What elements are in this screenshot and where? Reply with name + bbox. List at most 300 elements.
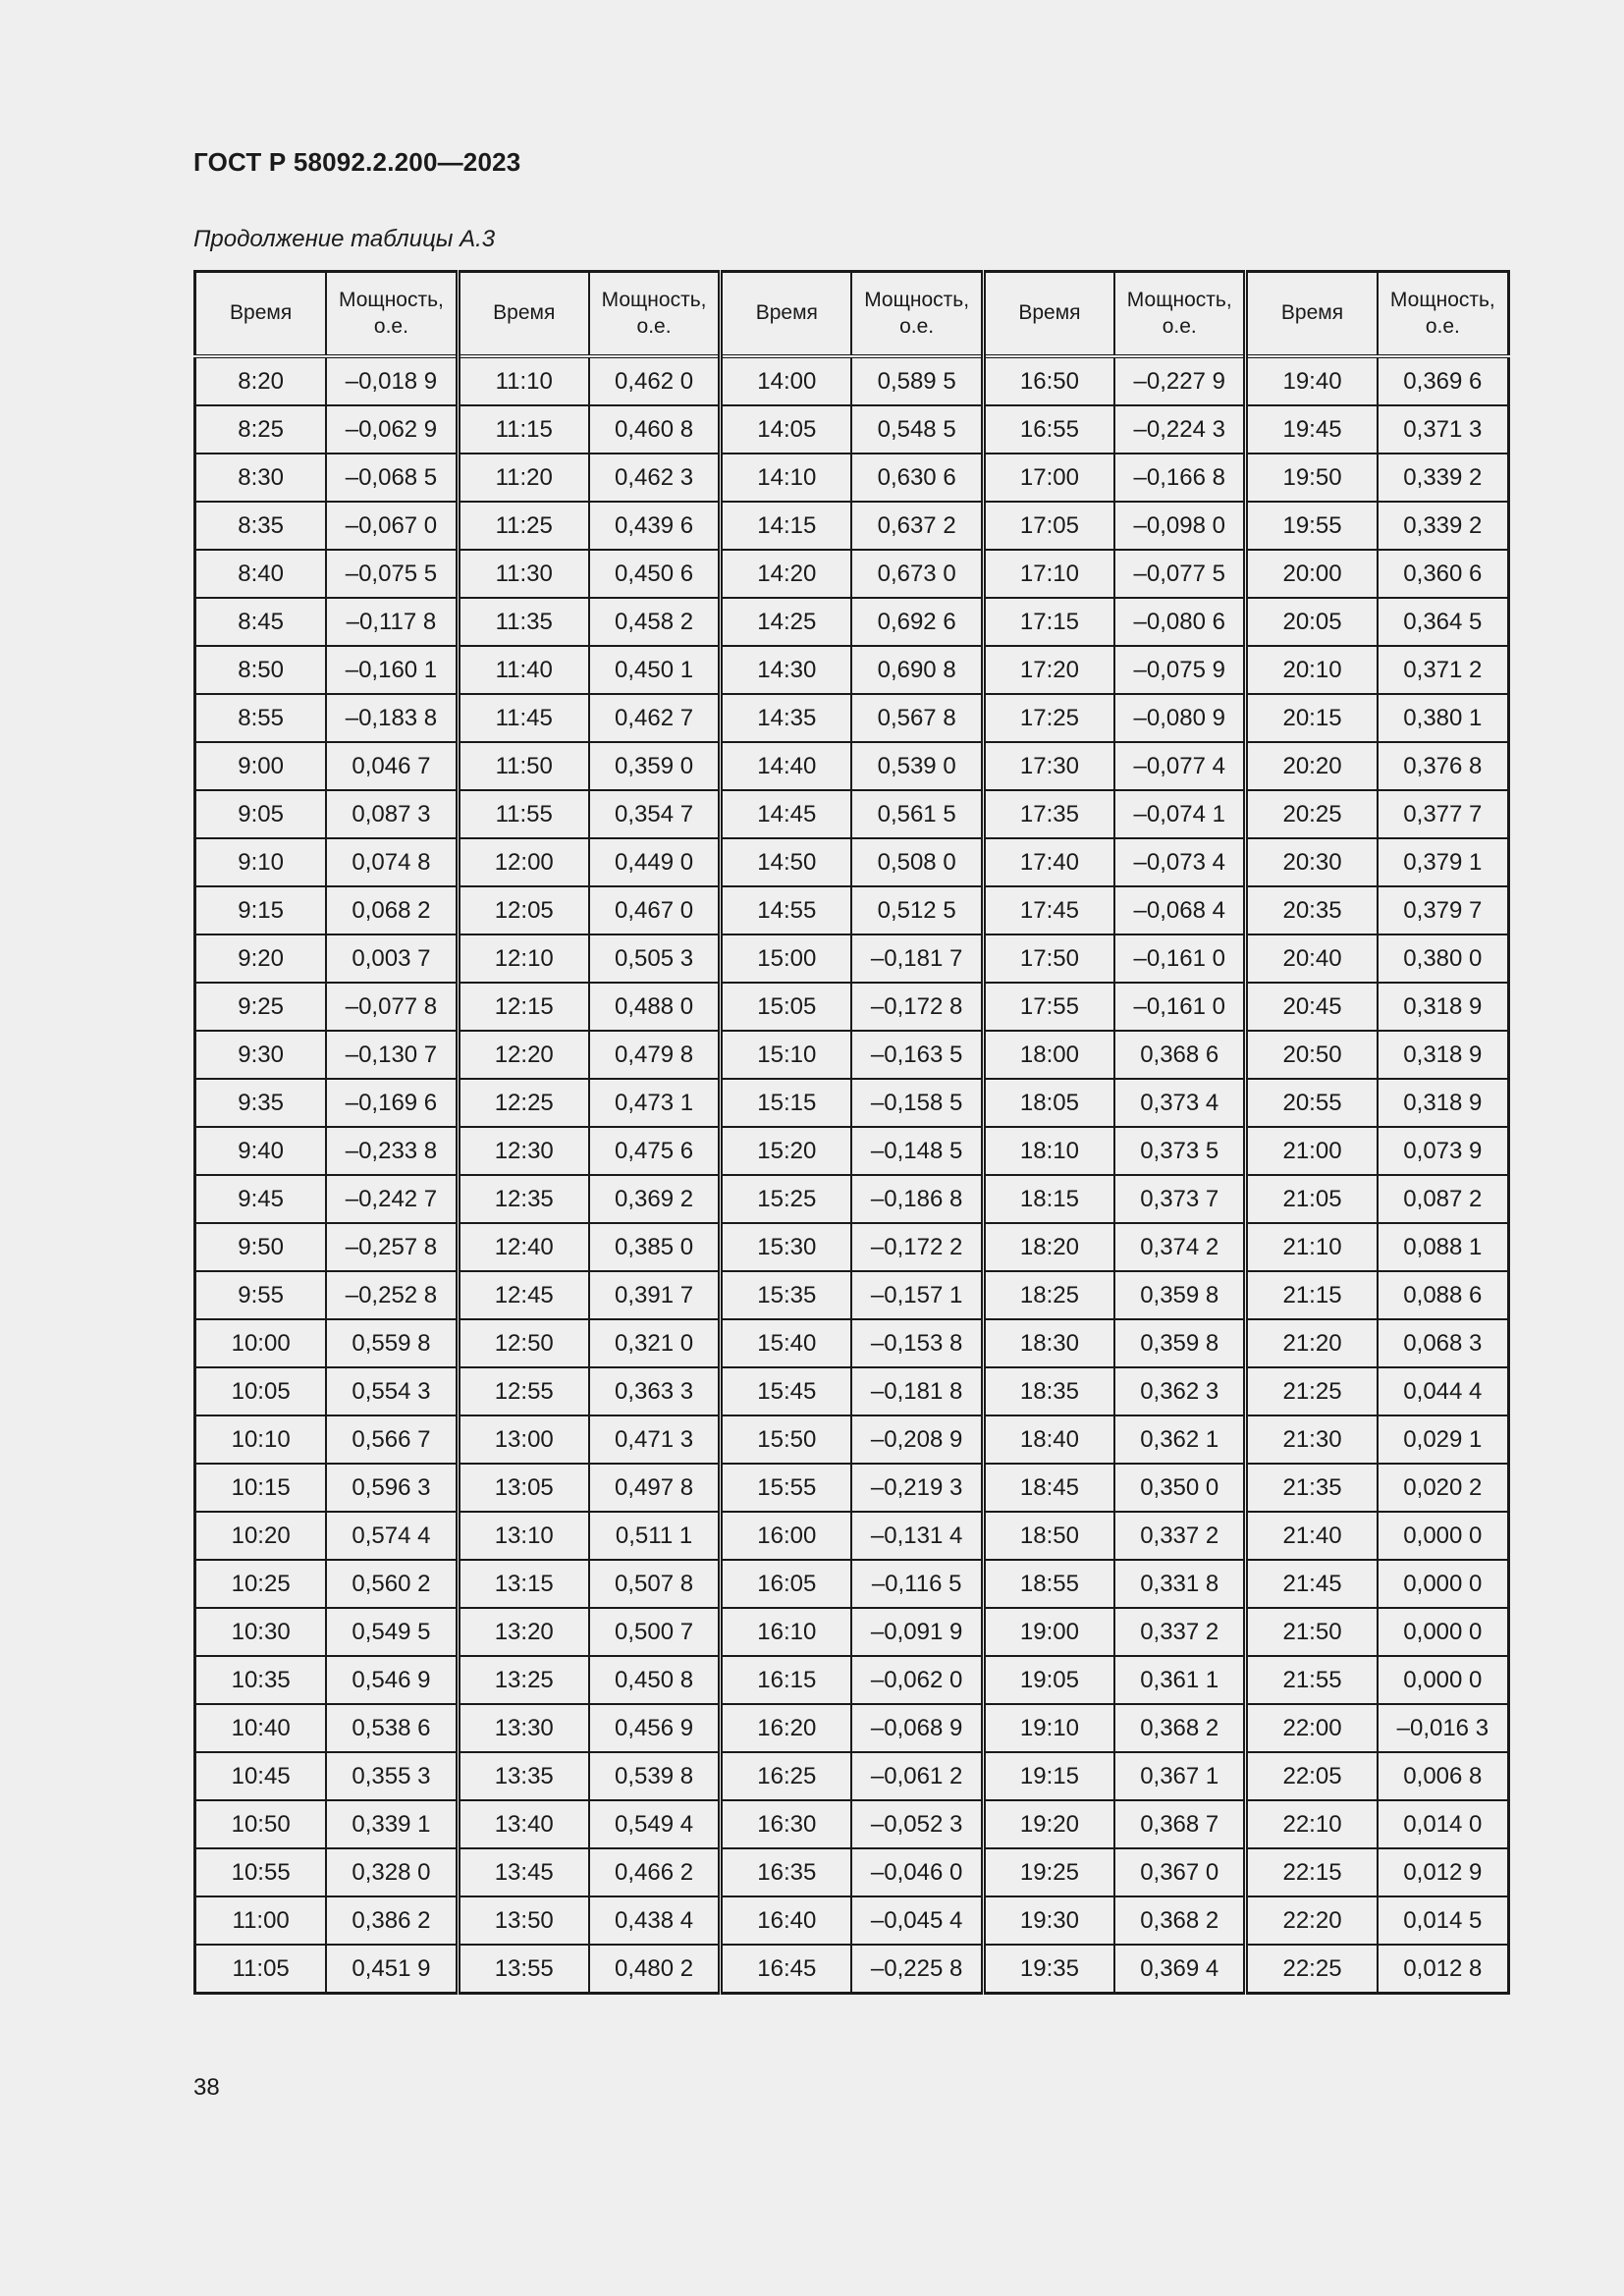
- power-cell: 0,505 3: [589, 934, 721, 983]
- power-cell: 0,589 5: [851, 356, 983, 405]
- power-cell: 0,539 0: [851, 742, 983, 790]
- time-cell: 20:50: [1246, 1031, 1378, 1079]
- time-cell: 15:15: [721, 1079, 852, 1127]
- table-row: [195, 742, 1509, 790]
- column-header-time: Время: [458, 272, 589, 357]
- power-cell: 0,376 8: [1378, 742, 1509, 790]
- time-cell: 13:45: [458, 1848, 589, 1896]
- time-cell: 10:25: [195, 1560, 327, 1608]
- time-cell: 14:50: [721, 838, 852, 886]
- time-cell: 10:50: [195, 1800, 327, 1848]
- time-cell: 17:55: [983, 983, 1114, 1031]
- power-cell: 0,380 0: [1378, 934, 1509, 983]
- power-cell: 0,328 0: [326, 1848, 458, 1896]
- time-cell: 10:20: [195, 1512, 327, 1560]
- power-cell: 0,512 5: [851, 886, 983, 934]
- table-row: [195, 1175, 1509, 1223]
- time-cell: 21:55: [1246, 1656, 1378, 1704]
- time-cell: 19:25: [983, 1848, 1114, 1896]
- power-cell: –0,067 0: [326, 502, 458, 550]
- time-cell: 12:30: [458, 1127, 589, 1175]
- power-cell: 0,456 9: [589, 1704, 721, 1752]
- time-cell: 18:55: [983, 1560, 1114, 1608]
- power-cell: 0,339 1: [326, 1800, 458, 1848]
- time-cell: 8:25: [195, 405, 327, 454]
- time-cell: 20:05: [1246, 598, 1378, 646]
- time-cell: 14:20: [721, 550, 852, 598]
- table-caption: Продолжение таблицы А.3: [193, 226, 496, 252]
- time-cell: 10:05: [195, 1367, 327, 1415]
- time-cell: 10:40: [195, 1704, 327, 1752]
- table-row: [195, 983, 1509, 1031]
- time-cell: 8:20: [195, 356, 327, 405]
- power-cell: 0,354 7: [589, 790, 721, 838]
- time-cell: 13:25: [458, 1656, 589, 1704]
- power-cell: 0,497 8: [589, 1464, 721, 1512]
- power-cell: –0,098 0: [1114, 502, 1246, 550]
- time-cell: 22:15: [1246, 1848, 1378, 1896]
- power-cell: 0,087 2: [1378, 1175, 1509, 1223]
- power-cell: –0,091 9: [851, 1608, 983, 1656]
- time-cell: 21:15: [1246, 1271, 1378, 1319]
- power-cell: 0,006 8: [1378, 1752, 1509, 1800]
- time-cell: 17:30: [983, 742, 1114, 790]
- power-cell: –0,227 9: [1114, 356, 1246, 405]
- time-cell: 17:00: [983, 454, 1114, 502]
- time-cell: 18:40: [983, 1415, 1114, 1464]
- column-header-power: Мощность, о.е.: [851, 272, 983, 357]
- time-cell: 17:20: [983, 646, 1114, 694]
- time-cell: 20:30: [1246, 838, 1378, 886]
- time-cell: 13:50: [458, 1896, 589, 1945]
- time-cell: 21:00: [1246, 1127, 1378, 1175]
- time-cell: 21:10: [1246, 1223, 1378, 1271]
- time-cell: 16:30: [721, 1800, 852, 1848]
- time-cell: 15:30: [721, 1223, 852, 1271]
- table-row: [195, 1079, 1509, 1127]
- table-row: [195, 646, 1509, 694]
- time-cell: 15:40: [721, 1319, 852, 1367]
- power-cell: 0,321 0: [589, 1319, 721, 1367]
- power-cell: 0,467 0: [589, 886, 721, 934]
- power-cell: 0,546 9: [326, 1656, 458, 1704]
- time-cell: 19:45: [1246, 405, 1378, 454]
- table-row: [195, 502, 1509, 550]
- power-cell: 0,000 0: [1378, 1560, 1509, 1608]
- time-cell: 13:15: [458, 1560, 589, 1608]
- table-row: [195, 405, 1509, 454]
- time-cell: 20:00: [1246, 550, 1378, 598]
- power-cell: –0,062 0: [851, 1656, 983, 1704]
- time-cell: 14:10: [721, 454, 852, 502]
- time-cell: 12:10: [458, 934, 589, 983]
- time-cell: 13:55: [458, 1945, 589, 1994]
- time-cell: 21:40: [1246, 1512, 1378, 1560]
- power-cell: –0,116 5: [851, 1560, 983, 1608]
- time-cell: 9:35: [195, 1079, 327, 1127]
- time-cell: 19:55: [1246, 502, 1378, 550]
- power-cell: –0,233 8: [326, 1127, 458, 1175]
- time-cell: 21:45: [1246, 1560, 1378, 1608]
- time-cell: 9:00: [195, 742, 327, 790]
- table-row: [195, 1223, 1509, 1271]
- power-cell: 0,318 9: [1378, 1031, 1509, 1079]
- time-cell: 15:20: [721, 1127, 852, 1175]
- power-cell: –0,148 5: [851, 1127, 983, 1175]
- column-header-time: Время: [1246, 272, 1378, 357]
- data-table: [193, 270, 1510, 1995]
- power-cell: –0,077 8: [326, 983, 458, 1031]
- power-cell: 0,480 2: [589, 1945, 721, 1994]
- time-cell: 22:20: [1246, 1896, 1378, 1945]
- table-row: [195, 886, 1509, 934]
- power-cell: –0,068 9: [851, 1704, 983, 1752]
- power-cell: –0,257 8: [326, 1223, 458, 1271]
- table-row: [195, 1608, 1509, 1656]
- power-cell: –0,130 7: [326, 1031, 458, 1079]
- time-cell: 11:10: [458, 356, 589, 405]
- time-cell: 16:05: [721, 1560, 852, 1608]
- time-cell: 19:40: [1246, 356, 1378, 405]
- power-cell: 0,000 0: [1378, 1608, 1509, 1656]
- power-cell: –0,169 6: [326, 1079, 458, 1127]
- power-cell: 0,511 1: [589, 1512, 721, 1560]
- time-cell: 13:05: [458, 1464, 589, 1512]
- power-cell: 0,637 2: [851, 502, 983, 550]
- time-cell: 20:45: [1246, 983, 1378, 1031]
- power-cell: –0,225 8: [851, 1945, 983, 1994]
- time-cell: 22:05: [1246, 1752, 1378, 1800]
- time-cell: 19:30: [983, 1896, 1114, 1945]
- power-cell: –0,252 8: [326, 1271, 458, 1319]
- power-cell: 0,673 0: [851, 550, 983, 598]
- time-cell: 19:20: [983, 1800, 1114, 1848]
- table-row: [195, 1127, 1509, 1175]
- power-cell: 0,368 2: [1114, 1896, 1246, 1945]
- power-cell: –0,075 5: [326, 550, 458, 598]
- power-cell: –0,181 7: [851, 934, 983, 983]
- power-cell: –0,074 1: [1114, 790, 1246, 838]
- table-row: [195, 1800, 1509, 1848]
- power-cell: 0,000 0: [1378, 1512, 1509, 1560]
- power-cell: 0,574 4: [326, 1512, 458, 1560]
- table-row: [195, 790, 1509, 838]
- time-cell: 13:00: [458, 1415, 589, 1464]
- time-cell: 9:20: [195, 934, 327, 983]
- time-cell: 17:40: [983, 838, 1114, 886]
- power-cell: –0,062 9: [326, 405, 458, 454]
- power-cell: 0,380 1: [1378, 694, 1509, 742]
- power-cell: –0,242 7: [326, 1175, 458, 1223]
- column-header-power: Мощность, о.е.: [1114, 272, 1246, 357]
- power-cell: –0,016 3: [1378, 1704, 1509, 1752]
- power-cell: 0,690 8: [851, 646, 983, 694]
- power-cell: 0,331 8: [1114, 1560, 1246, 1608]
- power-cell: 0,368 7: [1114, 1800, 1246, 1848]
- power-cell: 0,359 0: [589, 742, 721, 790]
- power-cell: –0,172 8: [851, 983, 983, 1031]
- power-cell: –0,153 8: [851, 1319, 983, 1367]
- time-cell: 10:45: [195, 1752, 327, 1800]
- time-cell: 15:00: [721, 934, 852, 983]
- time-cell: 16:00: [721, 1512, 852, 1560]
- time-cell: 17:45: [983, 886, 1114, 934]
- table-row: [195, 1319, 1509, 1367]
- time-cell: 18:50: [983, 1512, 1114, 1560]
- time-cell: 12:55: [458, 1367, 589, 1415]
- column-header-time: Время: [721, 272, 852, 357]
- power-cell: –0,052 3: [851, 1800, 983, 1848]
- power-cell: 0,385 0: [589, 1223, 721, 1271]
- power-cell: 0,371 2: [1378, 646, 1509, 694]
- power-cell: –0,163 5: [851, 1031, 983, 1079]
- power-cell: 0,029 1: [1378, 1415, 1509, 1464]
- column-header-power: Мощность, о.е.: [589, 272, 721, 357]
- time-cell: 9:55: [195, 1271, 327, 1319]
- table-row: [195, 1656, 1509, 1704]
- time-cell: 14:25: [721, 598, 852, 646]
- time-cell: 18:00: [983, 1031, 1114, 1079]
- power-cell: 0,450 6: [589, 550, 721, 598]
- time-cell: 19:05: [983, 1656, 1114, 1704]
- time-cell: 9:25: [195, 983, 327, 1031]
- power-cell: –0,161 0: [1114, 934, 1246, 983]
- table-row: [195, 1945, 1509, 1994]
- time-cell: 16:10: [721, 1608, 852, 1656]
- power-cell: 0,508 0: [851, 838, 983, 886]
- power-cell: 0,367 0: [1114, 1848, 1246, 1896]
- power-cell: 0,374 2: [1114, 1223, 1246, 1271]
- power-cell: 0,363 3: [589, 1367, 721, 1415]
- power-cell: 0,337 2: [1114, 1512, 1246, 1560]
- time-cell: 19:50: [1246, 454, 1378, 502]
- table-row: [195, 1415, 1509, 1464]
- power-cell: 0,473 1: [589, 1079, 721, 1127]
- time-cell: 10:30: [195, 1608, 327, 1656]
- time-cell: 19:15: [983, 1752, 1114, 1800]
- time-cell: 15:35: [721, 1271, 852, 1319]
- time-cell: 14:45: [721, 790, 852, 838]
- table-row: [195, 1464, 1509, 1512]
- table-body: [195, 356, 1509, 1994]
- power-cell: 0,339 2: [1378, 502, 1509, 550]
- table-row: [195, 1752, 1509, 1800]
- power-cell: –0,080 6: [1114, 598, 1246, 646]
- time-cell: 10:00: [195, 1319, 327, 1367]
- time-cell: 22:00: [1246, 1704, 1378, 1752]
- time-cell: 12:35: [458, 1175, 589, 1223]
- power-cell: 0,369 2: [589, 1175, 721, 1223]
- header-row: [195, 272, 1509, 357]
- power-cell: 0,460 8: [589, 405, 721, 454]
- time-cell: 18:15: [983, 1175, 1114, 1223]
- power-cell: 0,475 6: [589, 1127, 721, 1175]
- time-cell: 19:10: [983, 1704, 1114, 1752]
- time-cell: 15:25: [721, 1175, 852, 1223]
- power-cell: 0,046 7: [326, 742, 458, 790]
- time-cell: 16:25: [721, 1752, 852, 1800]
- time-cell: 18:10: [983, 1127, 1114, 1175]
- time-cell: 12:50: [458, 1319, 589, 1367]
- time-cell: 14:30: [721, 646, 852, 694]
- time-cell: 22:10: [1246, 1800, 1378, 1848]
- power-cell: –0,068 4: [1114, 886, 1246, 934]
- power-cell: –0,186 8: [851, 1175, 983, 1223]
- power-cell: 0,371 3: [1378, 405, 1509, 454]
- power-cell: 0,471 3: [589, 1415, 721, 1464]
- table-row: [195, 1704, 1509, 1752]
- power-cell: 0,538 6: [326, 1704, 458, 1752]
- power-cell: –0,075 9: [1114, 646, 1246, 694]
- time-cell: 19:00: [983, 1608, 1114, 1656]
- time-cell: 16:40: [721, 1896, 852, 1945]
- power-cell: 0,014 0: [1378, 1800, 1509, 1848]
- power-cell: 0,466 2: [589, 1848, 721, 1896]
- time-cell: 12:20: [458, 1031, 589, 1079]
- time-cell: 8:35: [195, 502, 327, 550]
- power-cell: 0,044 4: [1378, 1367, 1509, 1415]
- time-cell: 9:50: [195, 1223, 327, 1271]
- table-row: [195, 1560, 1509, 1608]
- time-cell: 21:50: [1246, 1608, 1378, 1656]
- power-cell: 0,507 8: [589, 1560, 721, 1608]
- time-cell: 9:10: [195, 838, 327, 886]
- power-cell: 0,596 3: [326, 1464, 458, 1512]
- power-cell: 0,439 6: [589, 502, 721, 550]
- power-cell: 0,377 7: [1378, 790, 1509, 838]
- time-cell: 16:15: [721, 1656, 852, 1704]
- time-cell: 12:15: [458, 983, 589, 1031]
- time-cell: 19:35: [983, 1945, 1114, 1994]
- power-cell: 0,462 3: [589, 454, 721, 502]
- table-row: [195, 1271, 1509, 1319]
- time-cell: 14:15: [721, 502, 852, 550]
- time-cell: 14:00: [721, 356, 852, 405]
- time-cell: 16:20: [721, 1704, 852, 1752]
- power-cell: 0,368 2: [1114, 1704, 1246, 1752]
- table-row: [195, 934, 1509, 983]
- time-cell: 8:50: [195, 646, 327, 694]
- power-cell: –0,045 4: [851, 1896, 983, 1945]
- time-cell: 18:25: [983, 1271, 1114, 1319]
- power-cell: 0,369 4: [1114, 1945, 1246, 1994]
- time-cell: 17:15: [983, 598, 1114, 646]
- power-cell: 0,450 1: [589, 646, 721, 694]
- time-cell: 18:35: [983, 1367, 1114, 1415]
- power-cell: 0,014 5: [1378, 1896, 1509, 1945]
- time-cell: 8:30: [195, 454, 327, 502]
- power-cell: 0,566 7: [326, 1415, 458, 1464]
- power-cell: –0,117 8: [326, 598, 458, 646]
- time-cell: 15:05: [721, 983, 852, 1031]
- table-row: [195, 550, 1509, 598]
- time-cell: 17:05: [983, 502, 1114, 550]
- power-cell: 0,362 3: [1114, 1367, 1246, 1415]
- power-cell: –0,077 4: [1114, 742, 1246, 790]
- power-cell: 0,391 7: [589, 1271, 721, 1319]
- table-row: [195, 1848, 1509, 1896]
- power-cell: 0,549 4: [589, 1800, 721, 1848]
- table-header: [195, 272, 1509, 357]
- power-cell: 0,359 8: [1114, 1271, 1246, 1319]
- power-cell: 0,373 4: [1114, 1079, 1246, 1127]
- time-cell: 9:05: [195, 790, 327, 838]
- power-cell: –0,157 1: [851, 1271, 983, 1319]
- time-cell: 21:30: [1246, 1415, 1378, 1464]
- time-cell: 13:30: [458, 1704, 589, 1752]
- time-cell: 11:30: [458, 550, 589, 598]
- table-row: [195, 838, 1509, 886]
- power-cell: –0,131 4: [851, 1512, 983, 1560]
- time-cell: 8:40: [195, 550, 327, 598]
- power-cell: 0,350 0: [1114, 1464, 1246, 1512]
- time-cell: 9:15: [195, 886, 327, 934]
- power-cell: –0,160 1: [326, 646, 458, 694]
- time-cell: 11:50: [458, 742, 589, 790]
- time-cell: 18:30: [983, 1319, 1114, 1367]
- power-cell: –0,018 9: [326, 356, 458, 405]
- power-cell: 0,020 2: [1378, 1464, 1509, 1512]
- power-cell: 0,438 4: [589, 1896, 721, 1945]
- time-cell: 9:30: [195, 1031, 327, 1079]
- power-cell: 0,012 9: [1378, 1848, 1509, 1896]
- time-cell: 16:55: [983, 405, 1114, 454]
- table-row: [195, 454, 1509, 502]
- time-cell: 12:00: [458, 838, 589, 886]
- time-cell: 20:10: [1246, 646, 1378, 694]
- power-cell: 0,003 7: [326, 934, 458, 983]
- power-cell: –0,161 0: [1114, 983, 1246, 1031]
- document-title: ГОСТ Р 58092.2.200—2023: [193, 147, 521, 177]
- power-cell: –0,219 3: [851, 1464, 983, 1512]
- time-cell: 20:15: [1246, 694, 1378, 742]
- power-cell: 0,337 2: [1114, 1608, 1246, 1656]
- power-cell: 0,548 5: [851, 405, 983, 454]
- power-cell: 0,549 5: [326, 1608, 458, 1656]
- time-cell: 20:20: [1246, 742, 1378, 790]
- power-cell: 0,450 8: [589, 1656, 721, 1704]
- time-cell: 15:45: [721, 1367, 852, 1415]
- power-cell: 0,362 1: [1114, 1415, 1246, 1464]
- time-cell: 14:40: [721, 742, 852, 790]
- time-cell: 21:35: [1246, 1464, 1378, 1512]
- power-cell: 0,367 1: [1114, 1752, 1246, 1800]
- power-cell: 0,088 6: [1378, 1271, 1509, 1319]
- power-cell: 0,479 8: [589, 1031, 721, 1079]
- power-cell: 0,087 3: [326, 790, 458, 838]
- time-cell: 11:00: [195, 1896, 327, 1945]
- power-cell: –0,172 2: [851, 1223, 983, 1271]
- time-cell: 11:35: [458, 598, 589, 646]
- power-cell: 0,692 6: [851, 598, 983, 646]
- power-cell: 0,561 5: [851, 790, 983, 838]
- power-cell: 0,073 9: [1378, 1127, 1509, 1175]
- power-cell: 0,000 0: [1378, 1656, 1509, 1704]
- power-cell: 0,360 6: [1378, 550, 1509, 598]
- time-cell: 20:25: [1246, 790, 1378, 838]
- power-cell: –0,158 5: [851, 1079, 983, 1127]
- time-cell: 20:35: [1246, 886, 1378, 934]
- time-cell: 11:25: [458, 502, 589, 550]
- power-cell: –0,166 8: [1114, 454, 1246, 502]
- power-cell: –0,068 5: [326, 454, 458, 502]
- time-cell: 16:50: [983, 356, 1114, 405]
- time-cell: 20:55: [1246, 1079, 1378, 1127]
- time-cell: 13:20: [458, 1608, 589, 1656]
- power-cell: 0,373 5: [1114, 1127, 1246, 1175]
- time-cell: 11:55: [458, 790, 589, 838]
- power-cell: 0,373 7: [1114, 1175, 1246, 1223]
